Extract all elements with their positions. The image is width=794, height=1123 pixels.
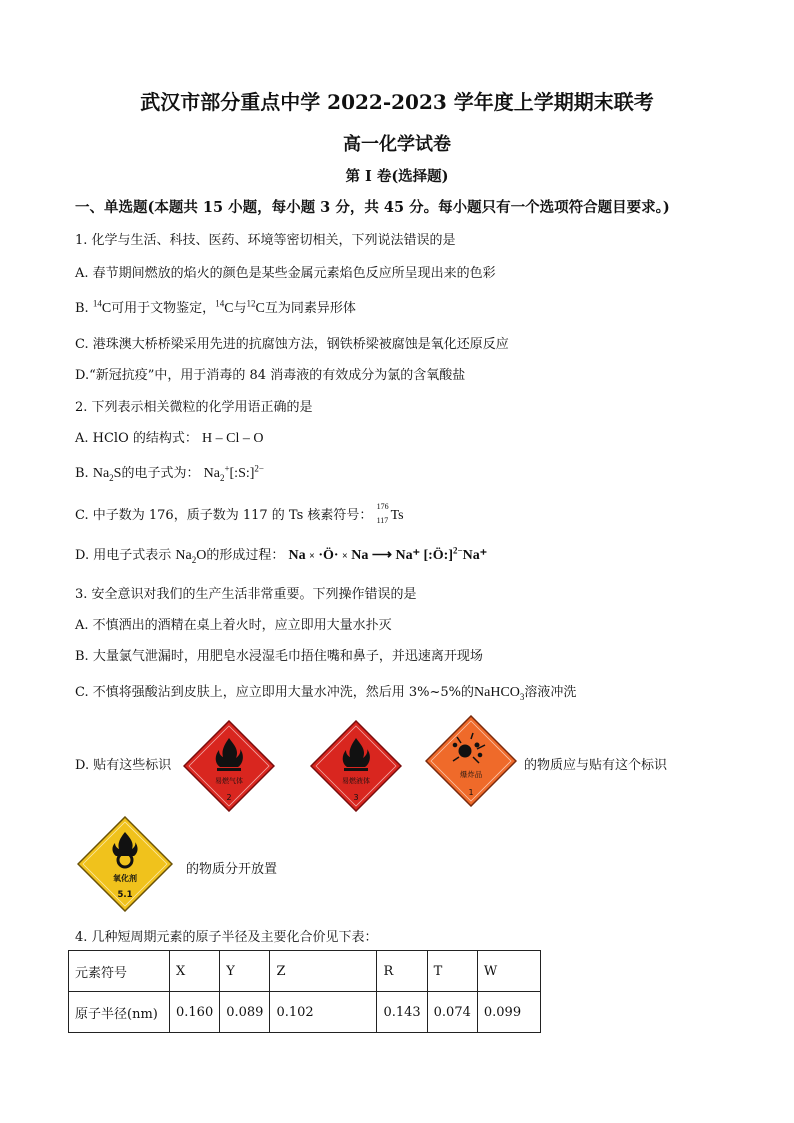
element-data-table xyxy=(68,950,541,1033)
q1-stem: 1. 化学与生活、科技、医药、环境等密切相关，下列说法错误的是 xyxy=(75,233,456,248)
q1-b-label: B. xyxy=(75,301,89,316)
q1-option-c: C. 港珠澳大桥桥梁采用先进的抗腐蚀方法，钢铁桥梁被腐蚀是氧化还原反应 xyxy=(75,337,509,352)
ts-nuclide-symbol: 176 117 Ts xyxy=(376,502,404,525)
q1-option-b xyxy=(75,297,356,317)
q2-option-b xyxy=(75,462,264,483)
flammable-gas-class: 2 xyxy=(226,793,232,802)
q2-a-text: A. HClO 的结构式： xyxy=(75,431,198,446)
explosive-sign xyxy=(425,715,517,811)
table-header-cell: T xyxy=(427,951,477,992)
flammable-gas-label: 易燃气体 xyxy=(215,777,243,785)
exam-title: 武汉市部分重点中学 2022-2023 学年度上学期期末联考 xyxy=(140,90,654,114)
na2o-formula: $Na_2O$ xyxy=(175,548,207,565)
table-header-cell: W xyxy=(477,951,540,992)
q3-d-text2: 的物质应与贴有这个标识 xyxy=(524,758,668,773)
table-header-cell: R xyxy=(377,951,427,992)
flammable-liquid-class: 3 xyxy=(353,793,359,802)
carbon12-symbol: $^{12}$C xyxy=(246,298,265,316)
section-heading: 一、单选题(本题共 15 小题，每小题 3 分，共 45 分。每小题只有一个选项符合题目要求。) xyxy=(75,199,670,216)
exam-subtitle: 高一化学试卷 xyxy=(343,134,451,155)
table-cell: 0.074 xyxy=(427,992,477,1033)
oxidizer-label: 氧化剂 xyxy=(113,874,137,883)
carbon14-symbol: $^{14}$C xyxy=(92,298,112,316)
table-header-row xyxy=(69,951,541,992)
q2-d-text: D. 用电子式表示 xyxy=(75,548,172,563)
q2-b-label: B. xyxy=(75,466,89,481)
table-row xyxy=(69,992,541,1033)
q3-d-text: D. 贴有这些标识 xyxy=(75,758,172,773)
na2s-formula: $Na_2S$ xyxy=(92,466,122,483)
q2-c-text: C. 中子数为 176，质子数为 117 的 Ts 核素符号： xyxy=(75,508,373,523)
q1-option-a: A. 春节期间燃放的焰火的颜色是某些金属元素焰色反应所呈现出来的色彩 xyxy=(75,266,496,281)
q2-option-d xyxy=(75,544,487,565)
table-cell: 0.102 xyxy=(270,992,377,1033)
q2-b-text: 的电子式为： xyxy=(121,466,200,481)
hclo-structural-formula: H – Cl – O xyxy=(202,431,264,446)
oxidizer-class: 5.1 xyxy=(117,890,133,900)
carbon14-symbol-2: $^{14}$C xyxy=(215,298,234,316)
q3-option-a: A. 不慎洒出的酒精在桌上着火时，应立即用大量水扑灭 xyxy=(75,618,392,633)
oxidizer-sign xyxy=(77,816,173,916)
na2o-formation-process: Na × ·Ö· × Na ⟶ Na⁺ [:Ö:]$^{2-}$Na⁺ xyxy=(288,545,488,563)
explosive-class: 1 xyxy=(468,788,474,797)
table-cell: 0.160 xyxy=(170,992,220,1033)
reaction-arrow-icon: ⟶ xyxy=(371,548,392,563)
explosive-label: 爆炸品 xyxy=(459,770,483,779)
flammable-liquid-label: 易燃液体 xyxy=(342,777,370,785)
q1-b-text2: 与 xyxy=(233,301,247,316)
table-cell: 0.099 xyxy=(477,992,540,1033)
table-header-cell: Z xyxy=(270,951,377,992)
q2-stem: 2. 下列表示相关微粒的化学用语正确的是 xyxy=(75,400,313,415)
na2s-electron-formula: $Na_2^+[:S:]^{2-}$ xyxy=(203,463,264,483)
flammable-gas-sign xyxy=(183,720,275,816)
flammable-liquid-sign xyxy=(310,720,402,816)
table-header-cell: Y xyxy=(220,951,270,992)
q1-b-text1: 可用于文物鉴定， xyxy=(111,301,216,316)
table-cell: 0.143 xyxy=(377,992,427,1033)
table-cell: 0.089 xyxy=(220,992,270,1033)
table-header-cell: 元素符号 xyxy=(69,951,170,992)
q2-d-text2: 的形成过程： xyxy=(206,548,285,563)
table-header-cell: X xyxy=(170,951,220,992)
q4-stem: 4. 几种短周期元素的原子半径及主要化合价见下表： xyxy=(75,930,378,945)
q2-option-a xyxy=(75,427,263,447)
q3-c-text: C. 不慎将强酸沾到皮肤上，应立即用大量水冲洗，然后用 3%~5%的 xyxy=(75,685,475,700)
table-cell: 原子半径(nm) xyxy=(69,992,170,1033)
volume-heading: 第 I 卷(选择题) xyxy=(345,168,449,185)
q3-option-b: B. 大量氯气泄漏时，用肥皂水浸湿毛巾捂住嘴和鼻子，并迅速离开现场 xyxy=(75,649,483,664)
q3-option-c xyxy=(75,681,576,702)
q1-option-d: D.“新冠抗疫”中，用于消毒的 84 消毒液的有效成分为氯的含氧酸盐 xyxy=(75,368,466,383)
q1-b-text3: 互为同素异形体 xyxy=(264,301,356,316)
q3-c-text2: 溶液冲洗 xyxy=(524,685,577,700)
q2-option-c xyxy=(75,504,404,524)
q3-d-text3: 的物质分开放置 xyxy=(186,862,278,877)
q3-stem: 3. 安全意识对我们的生产生活非常重要。下列操作错误的是 xyxy=(75,587,417,602)
nahco3-formula: NaHCO$_3$ xyxy=(474,685,525,702)
